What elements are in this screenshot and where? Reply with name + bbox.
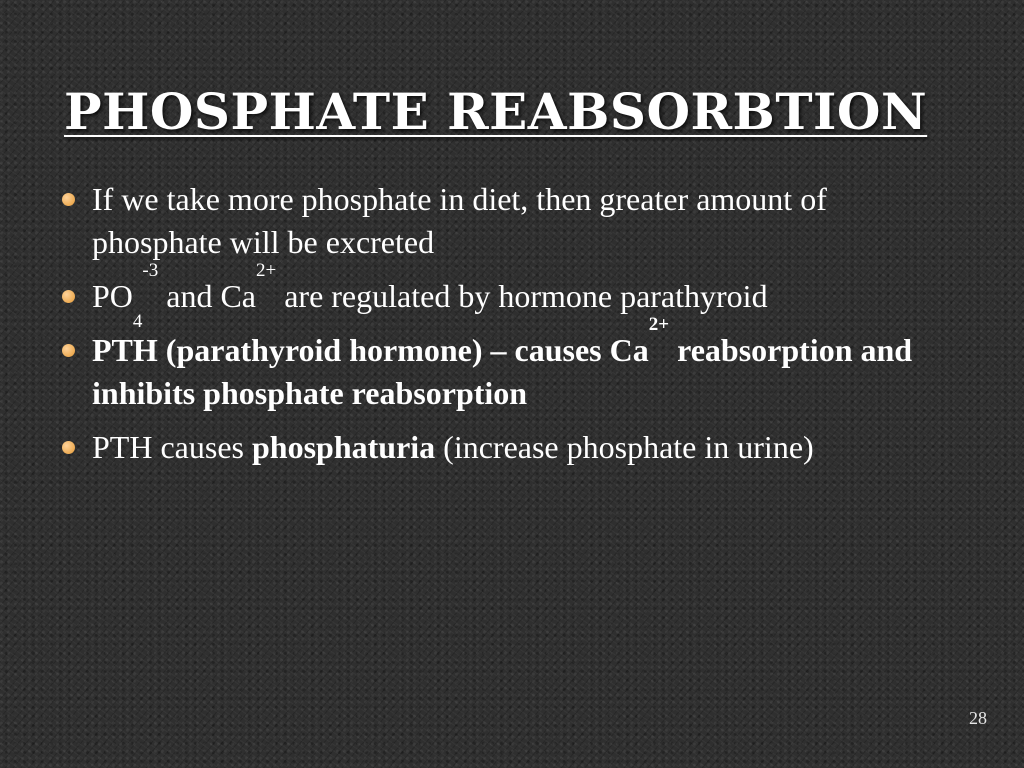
phosphate-subscript: 4 [132,311,143,332]
phosphaturia-pre: PTH causes [92,429,252,465]
pth-effect-text: reabsorption and inhibits phosphate reabsorption [92,332,913,411]
bullet-item-phosphaturia [62,426,962,469]
bullet-item-diet [62,178,962,264]
bullet-item-regulation [62,260,962,332]
calcium-charge: 2+ [648,314,670,335]
phosphate-formula: PO [92,278,133,314]
bullet-dot-icon [62,441,75,454]
bullet-dot-icon [62,193,75,206]
bullet-item-pth [62,314,962,415]
regulation-text: are regulated by hormone parathyroid [276,278,768,314]
calcium-charge: 2+ [255,260,277,281]
calcium-text: and Ca [158,278,256,314]
bullet-dot-icon [62,290,75,303]
phosphate-charge: -3 [142,260,159,281]
bullet-text: If we take more phosphate in diet, then greater amount of phosphate will be excreted [92,181,827,260]
page-number: 28 [969,708,987,728]
pth-text: PTH (parathyroid hormone) – causes Ca [92,332,649,368]
slide-title: PHOSPHATE REABSORBTION [64,82,928,141]
phosphaturia-term: phosphaturia [251,429,436,465]
bullet-list [62,178,962,480]
bullet-dot-icon [62,344,75,357]
phosphaturia-post: (increase phosphate in urine) [435,429,814,465]
